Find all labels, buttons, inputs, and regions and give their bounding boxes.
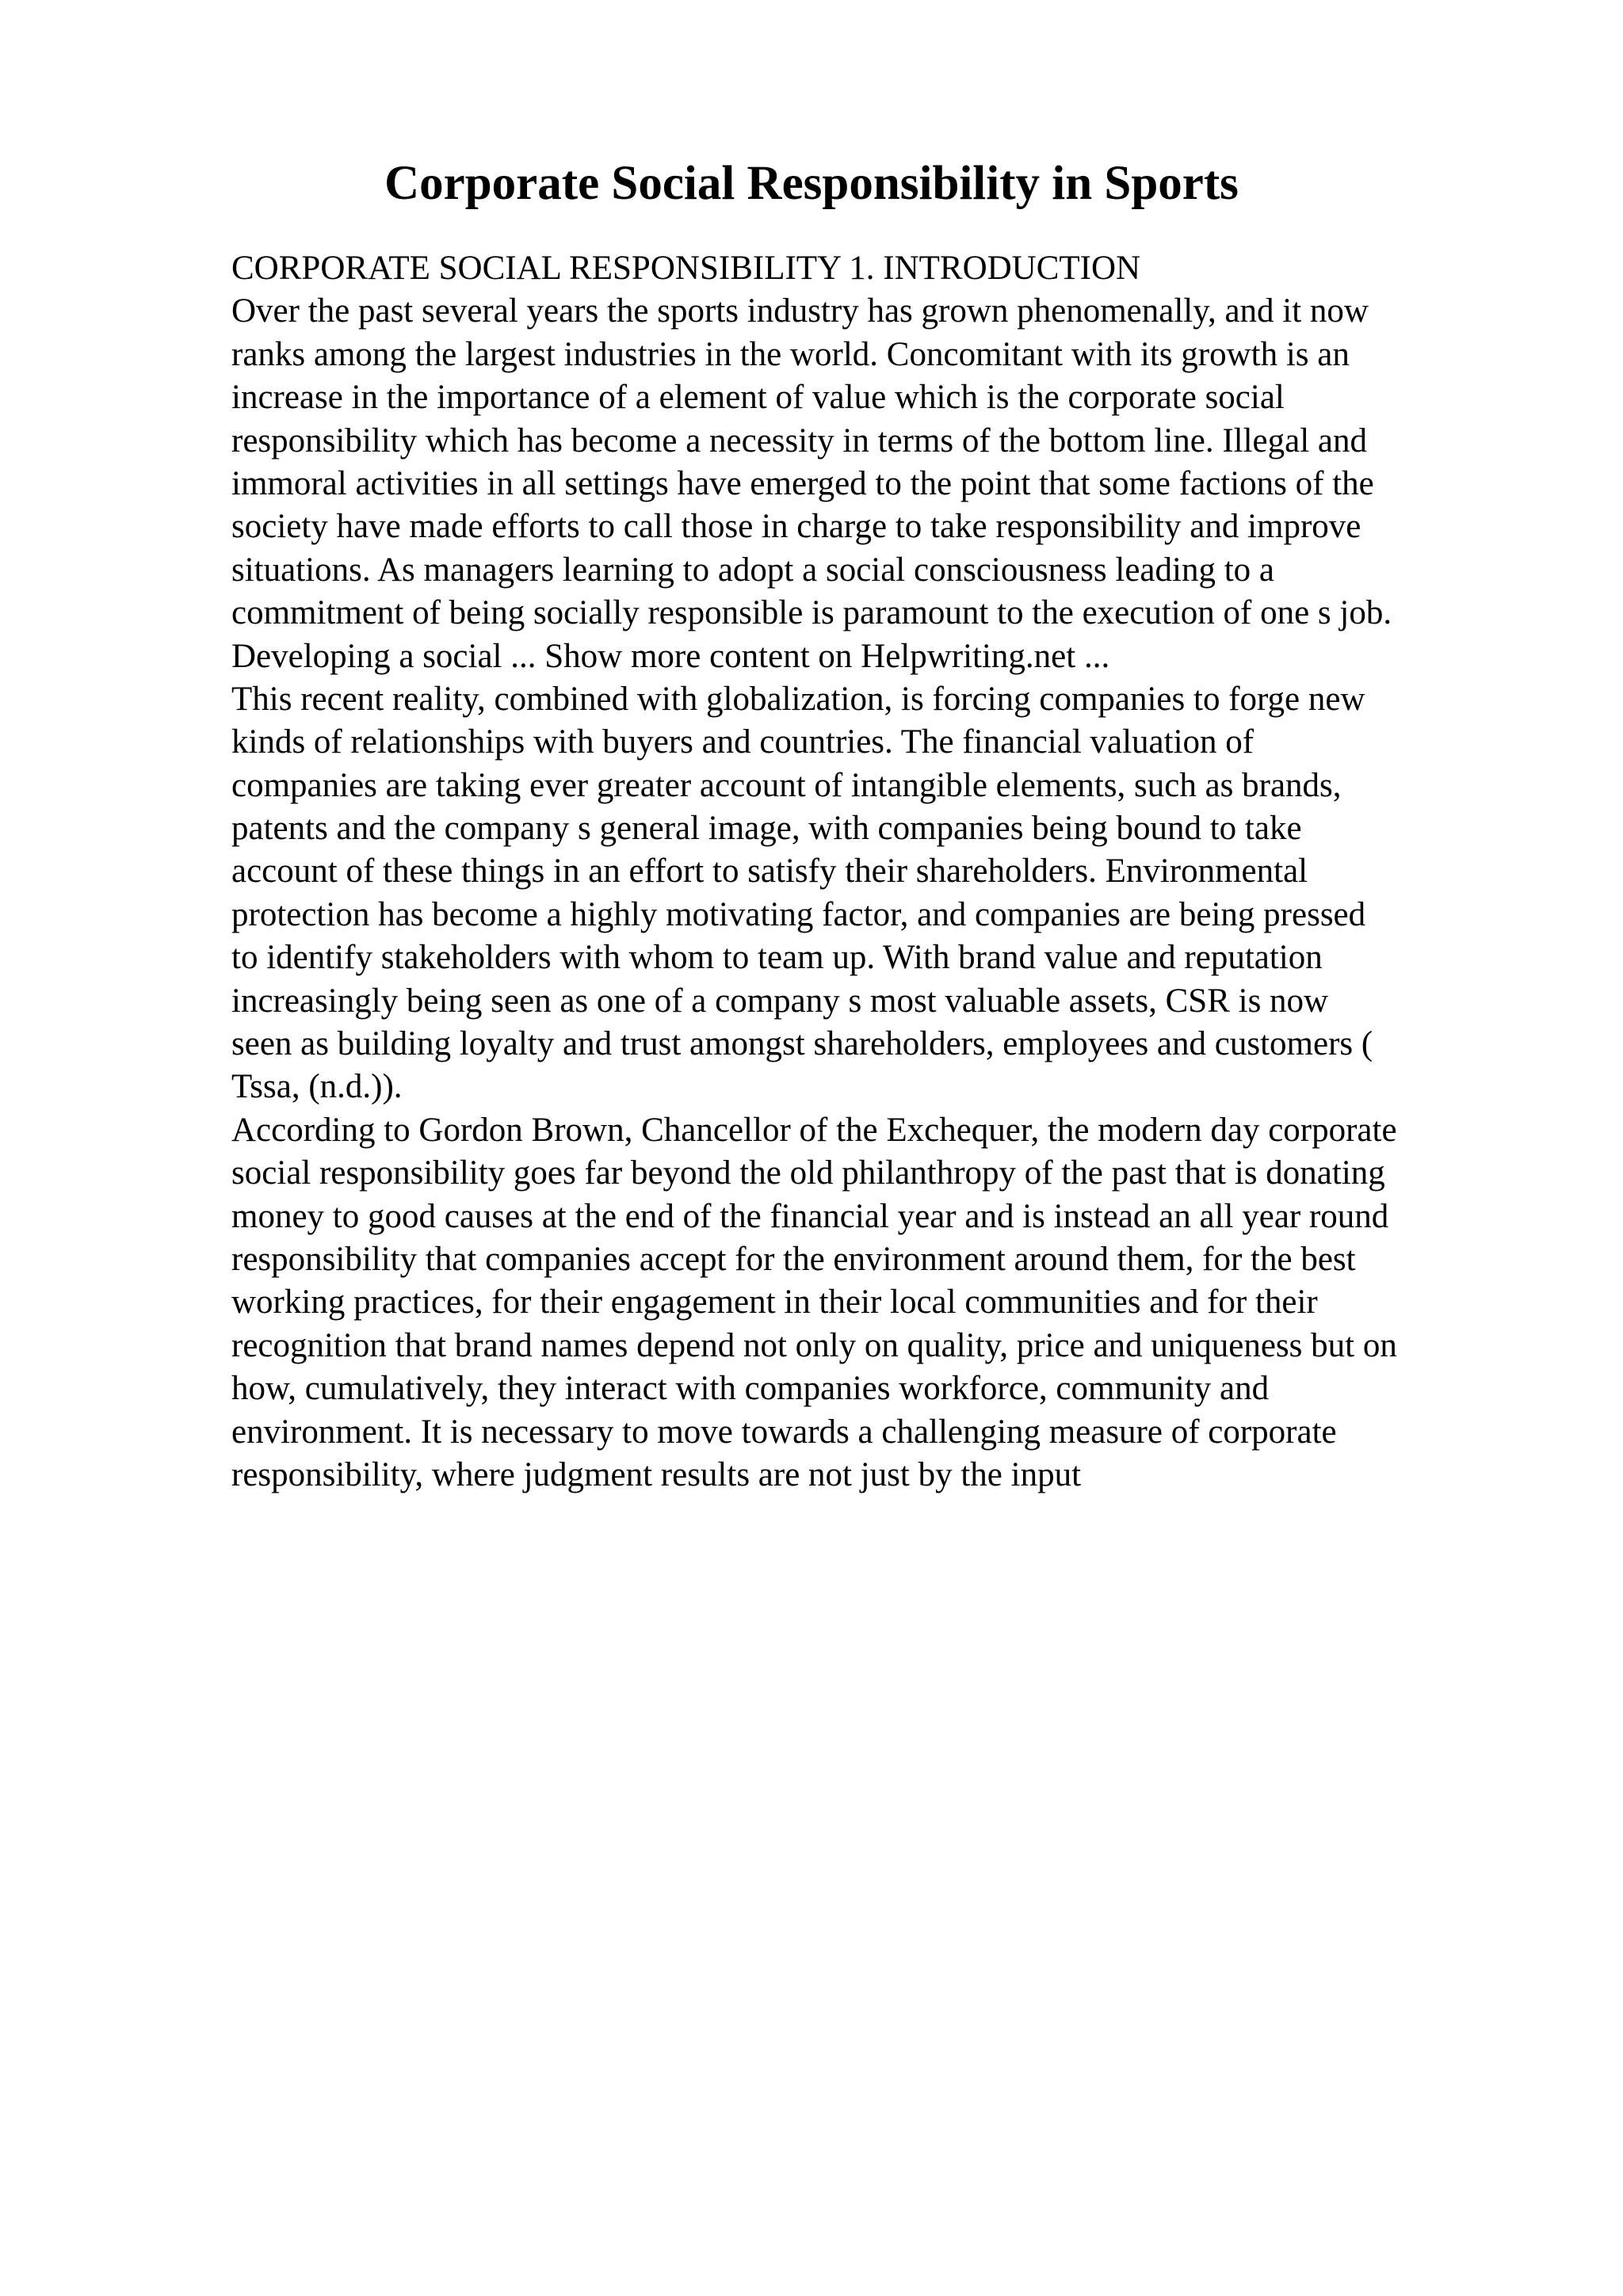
body-line: immoral activities in all settings have emerged to the point that some factions of the	[231, 464, 1374, 502]
document-body	[231, 247, 1515, 1497]
body-line: how, cumulatively, they interact with companies workforce, community and	[231, 1370, 1270, 1408]
body-line: Over the past several years the sports industry has grown phenomenally, and it now	[231, 292, 1369, 330]
body-line: Tssa, (n.d.)).	[231, 1068, 403, 1106]
body-line: patents and the company s general image, with companies being bound to take	[231, 810, 1302, 848]
body-line: increase in the importance of a element of value which is the corporate social	[231, 379, 1285, 417]
body-line: money to good causes at the end of the financial year and is instead an all year round	[231, 1197, 1389, 1235]
body-line: account of these things in an effort to satisfy their shareholders. Environmental	[231, 852, 1308, 891]
document-title: Corporate Social Responsibility in Sports	[384, 157, 1239, 210]
body-line: Developing a social ... Show more content on Helpwriting.net ...	[231, 637, 1110, 675]
body-line: increasingly being seen as one of a company s most valuable assets, CSR is now	[231, 982, 1329, 1020]
body-line: commitment of being socially responsible is paramount to the execution of one s job.	[231, 594, 1392, 632]
body-line: companies are taking ever greater account of intangible elements, such as brands,	[231, 766, 1342, 804]
body-line: ranks among the largest industries in the world. Concomitant with its growth is an	[231, 335, 1350, 373]
body-line: responsibility, where judgment results are not just by the input	[231, 1455, 1082, 1493]
body-line: This recent reality, combined with globalization, is forcing companies to forge new	[231, 680, 1365, 718]
body-line: seen as building loyalty and trust amongst shareholders, employees and customers (	[231, 1025, 1373, 1063]
body-line: to identify stakeholders with whom to team up. With brand value and reputation	[231, 939, 1323, 977]
body-line: recognition that brand names depend not only on quality, price and uniqueness but on	[231, 1326, 1397, 1364]
body-line: responsibility that companies accept for the environment around them, for the best	[231, 1240, 1356, 1278]
body-line: According to Gordon Brown, Chancellor of the Exchequer, the modern day corporate	[231, 1111, 1397, 1149]
body-line: social responsibility goes far beyond the old philanthropy of the past that is donating	[231, 1154, 1385, 1192]
body-line: kinds of relationships with buyers and countries. The financial valuation of	[231, 723, 1254, 761]
body-line: society have made efforts to call those in charge to take responsibility and improve	[231, 508, 1361, 546]
body-line: environment. It is necessary to move towards a challenging measure of corporate	[231, 1413, 1337, 1451]
body-line: working practices, for their engagement in their local communities and for their	[231, 1283, 1318, 1322]
body-line: situations. As managers learning to adopt a social consciousness leading to a	[231, 551, 1274, 589]
body-line: responsibility which has become a necessity in terms of the bottom line. Illegal and	[231, 421, 1367, 460]
body-line: CORPORATE SOCIAL RESPONSIBILITY 1. INTRODUCTION	[231, 250, 1141, 287]
body-line: protection has become a highly motivating factor, and companies are being pressed	[231, 895, 1366, 933]
